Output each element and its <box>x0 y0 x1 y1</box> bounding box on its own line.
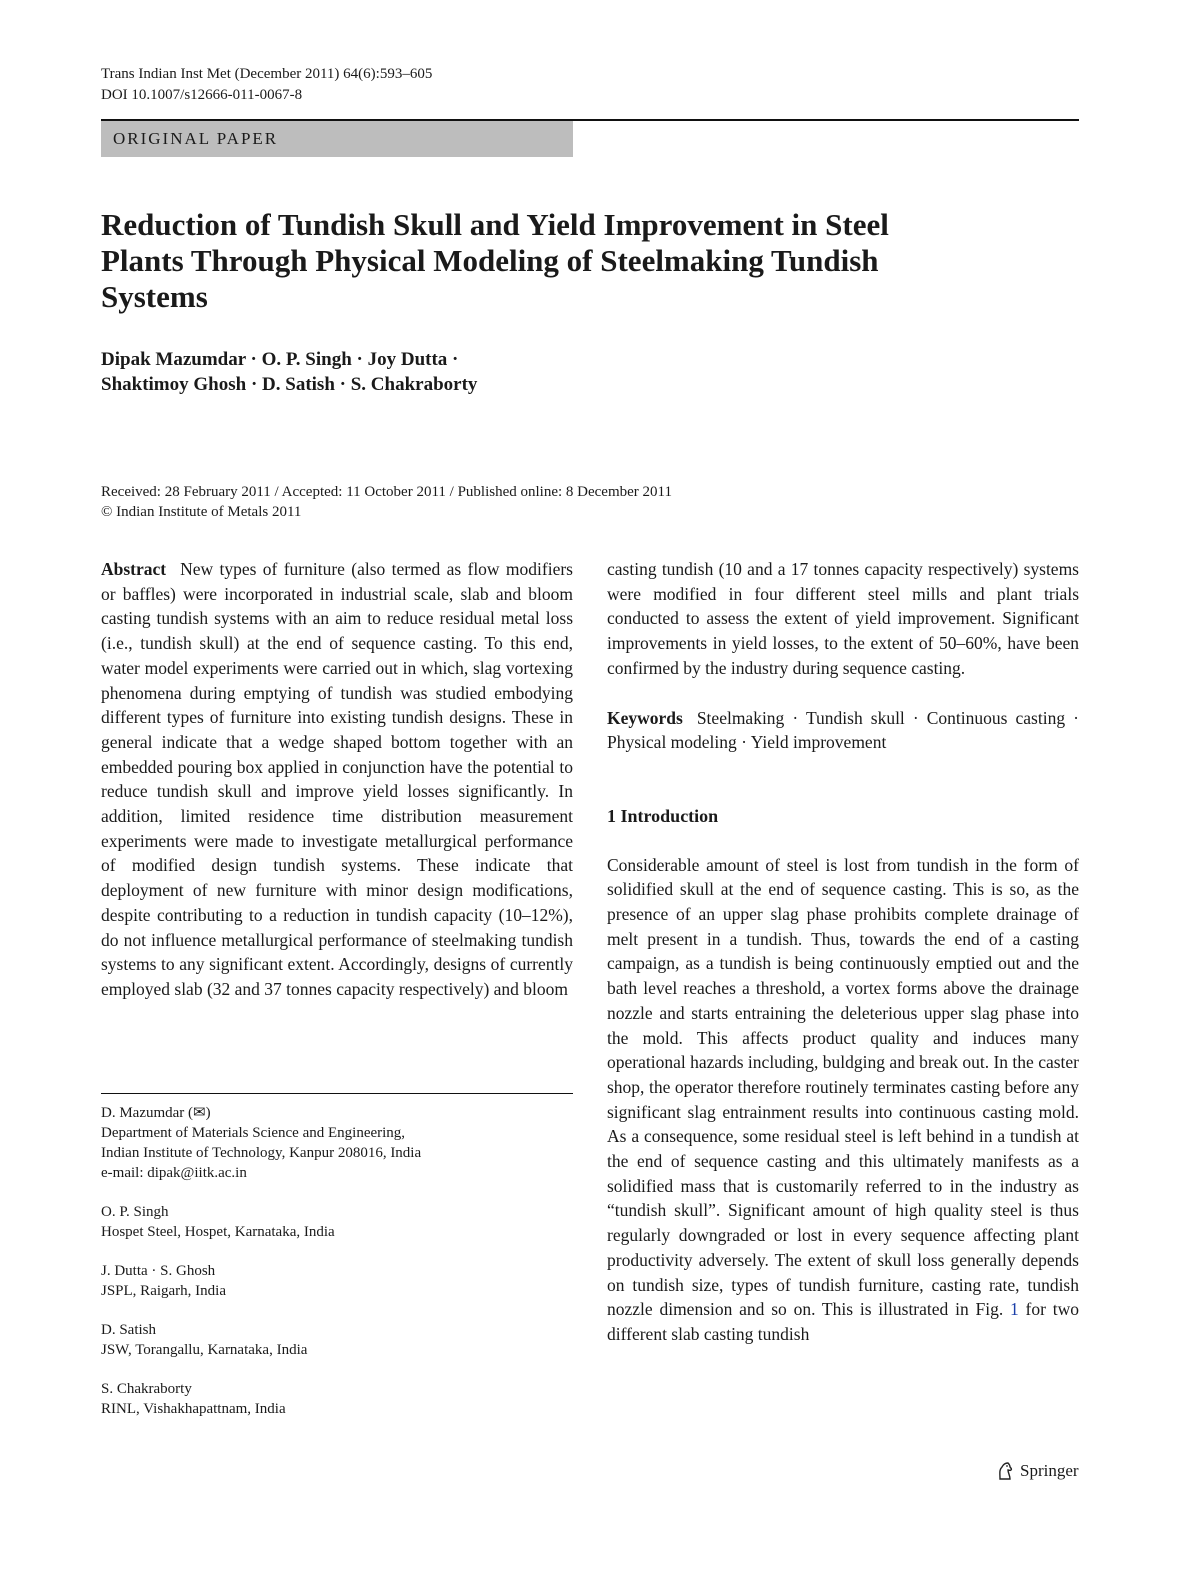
affiliation-line: O. P. Singh <box>101 1204 169 1220</box>
affiliation-block <box>101 1261 573 1301</box>
section-heading-introduction: 1 Introduction <box>607 805 719 826</box>
affiliation-block <box>101 1103 573 1183</box>
title-line: Systems <box>101 279 208 314</box>
keywords-paragraph <box>607 706 1079 755</box>
affiliation-line: J. Dutta · S. Ghosh <box>101 1263 216 1279</box>
author-list <box>101 347 477 397</box>
affiliation-line: Hospet Steel, Hospet, Karnataka, India <box>101 1224 335 1240</box>
article-history <box>101 482 672 522</box>
affiliation-line: JSPL, Raigarh, India <box>101 1283 226 1299</box>
affiliation-line: Indian Institute of Technology, Kanpur 208016, India <box>101 1145 422 1161</box>
doi-line: DOI 10.1007/s12666-011-0067-8 <box>101 87 303 103</box>
abstract-label: Abstract <box>101 559 167 579</box>
paper-title <box>101 207 1001 315</box>
section-tag: ORIGINAL PAPER <box>101 121 573 157</box>
email-line[interactable]: e-mail: dipak@iitk.ac.in <box>101 1165 247 1181</box>
affiliation-line: S. Chakraborty <box>101 1381 192 1397</box>
history-line: Received: 28 February 2011 / Accepted: 11 October 2011 / Published online: 8 December 2011 <box>101 484 672 500</box>
introduction-text: Considerable amount of steel is lost from tundish in the form of solidified skull at the end of sequence casting. This is so, as the presence of an upper slag phase prohibits complete drainage of melt present in a tundish. Thus, towards the end of a casting campaign, as a tundish is being continuously emptied out and the bath level reaches a threshold, a vortex forms above the drainage nozzle and starts entraining the deleterious upper slag phase into the mold. This affects product quality and induces many operational hazards including, buldging and break out. In the caster shop, the operator therefore routinely terminates casting before any significant slag entrainment results into continuous casting mold. As a consequence, some residual steel is left behind in a tundish at the end of sequence casting and this ultimately manifests as a solidified mass that is customarily referred to in the industry as “tundish skull”. Significant amount of high quality steel is thus regularly downgraded or lost in every sequence affecting plant productivity adversely. The extent of skull loss generally depends on tundish size, types of tundish furniture, casting rate, tundish nozzle dimension and so on. This is illustrated in Fig. <box>607 854 1079 1320</box>
introduction-paragraph <box>607 853 1079 1347</box>
journal-citation <box>101 64 432 106</box>
affiliation-block <box>101 1202 573 1242</box>
affiliation-line: Department of Materials Science and Engineering, <box>101 1125 406 1141</box>
abstract-text: New types of furniture (also termed as flow modifiers or baffles) were incorporated in industrial scale, slab and bloom casting tundish systems with an aim to reduce residual metal loss (i.e., tundish skull) at the end of sequence casting. To this end, water model experiments were carried out in which, slag vortexing phenomena during emptying of tundish was studied embodying different types of furniture into existing tundish designs. These in general indicate that a wedge shaped bottom together with an embedded pouring box applied in conjunction have the potential to reduce tundish skull and improve yield losses significantly. In addition, limited residence time distribution measurement experiments were made to investigate metallurgical performance of modified design tundish systems. These indicate that deployment of new furniture with minor design modifications, despite contributing to a reduction in tundish capacity (10–12%), do not influence metallurgical performance of steelmaking tundish systems to any significant extent. Accordingly, designs of currently employed slab (32 and 37 tonnes capacity respectively) and bloom <box>101 559 573 999</box>
introduction-text-tail: for two different slab casting tundish <box>607 1299 1079 1344</box>
abstract-paragraph <box>101 557 573 1002</box>
affiliations <box>101 1103 573 1438</box>
abstract-continuation: casting tundish (10 and a 17 tonnes capacity respectively) systems were modified in four different steel mills and plant trials conducted to assess the extent of yield improvement. Significant improvements in yield losses, to the extent of 50–60%, have been confirmed by the industry during sequence casting. <box>607 559 1079 678</box>
footnote-rule <box>101 1093 573 1094</box>
springer-horse-icon <box>996 1461 1014 1481</box>
publisher-logo <box>996 1460 1079 1482</box>
affiliation-line: JSW, Torangallu, Karnataka, India <box>101 1342 308 1358</box>
affiliation-line: D. Satish <box>101 1322 157 1338</box>
left-column <box>101 557 573 1002</box>
title-line: Reduction of Tundish Skull and Yield Improvement in Steel <box>101 207 889 242</box>
author-line: Shaktimoy Ghosh · D. Satish · S. Chakraborty <box>101 374 478 395</box>
figure-link[interactable]: 1 <box>1010 1299 1019 1320</box>
journal-line: Trans Indian Inst Met (December 2011) 64(6):593–605 <box>101 66 433 82</box>
affiliation-block <box>101 1379 573 1419</box>
right-column <box>607 557 1079 1347</box>
title-line: Plants Through Physical Modeling of Steelmaking Tundish <box>101 243 879 278</box>
author-line: Dipak Mazumdar · O. P. Singh · Joy Dutta · <box>101 349 459 370</box>
keywords-text: Steelmaking · Tundish skull · Continuous casting · Physical modeling · Yield improvement <box>607 707 1079 753</box>
affiliation-block <box>101 1320 573 1360</box>
affiliation-line: RINL, Vishakhapattnam, India <box>101 1401 286 1417</box>
affiliation-line: D. Mazumdar (✉) <box>101 1105 211 1121</box>
keywords-label: Keywords <box>607 707 683 728</box>
publisher-name: Springer <box>1020 1461 1079 1480</box>
copyright-line: © Indian Institute of Metals 2011 <box>101 504 302 520</box>
